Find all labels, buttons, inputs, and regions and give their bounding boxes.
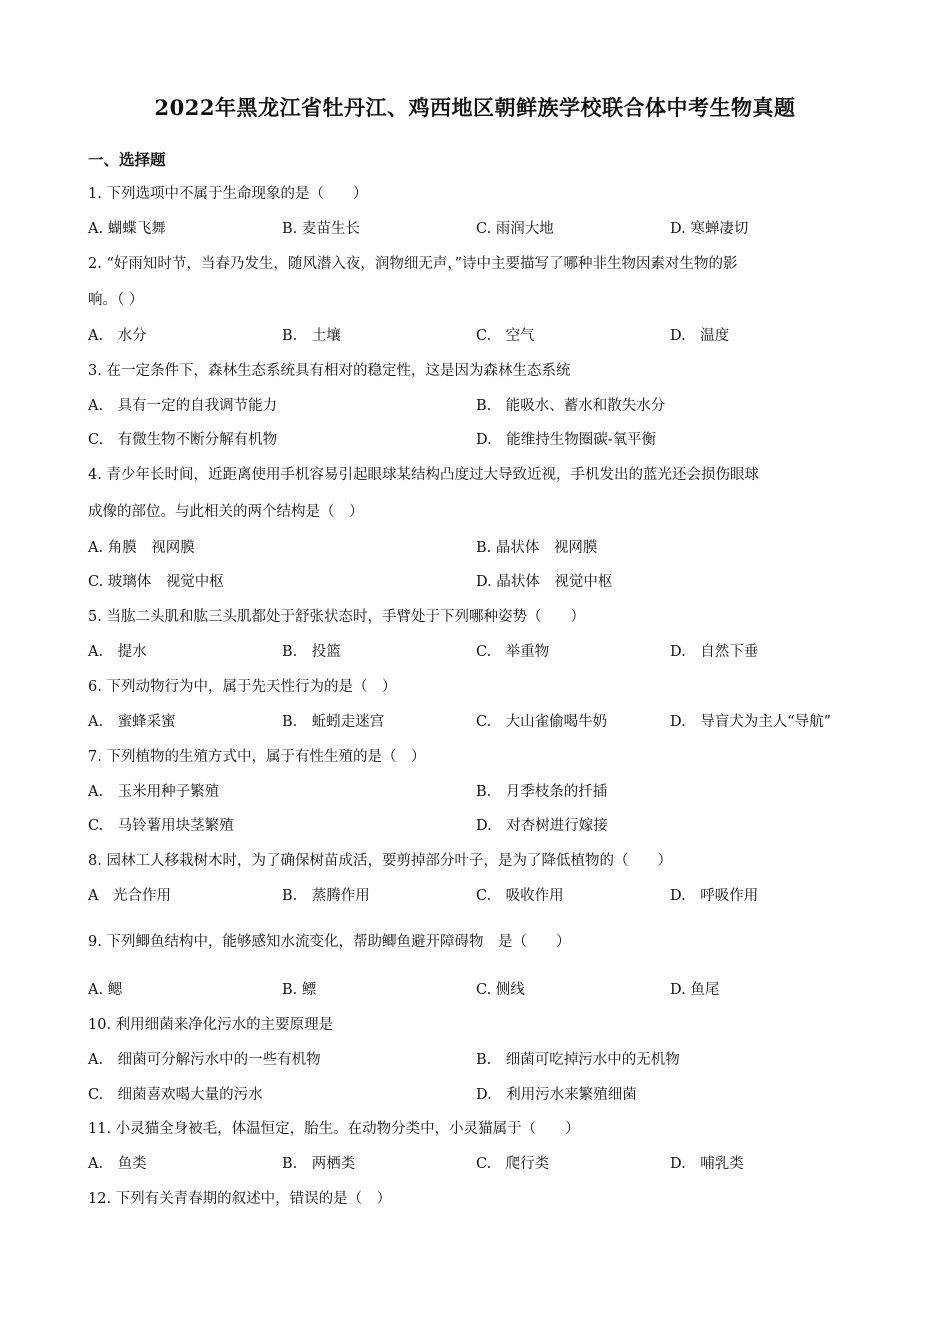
- question-4-option-d: D. 晶状体 视觉中枢: [476, 574, 613, 590]
- question-9-option-a: A. 鳃: [88, 982, 123, 998]
- question-7-option-a: A. 玉米用种子繁殖: [88, 784, 220, 800]
- question-3-option-a: A. 具有一定的自我调节能力: [88, 398, 278, 414]
- question-1-stem: 1. 下列选项中不属于生命现象的是（ ）: [88, 186, 368, 202]
- question-3-stem: 3. 在一定条件下，森林生态系统具有相对的稳定性，这是因为森林生态系统: [88, 363, 571, 379]
- question-5-option-c: C. 举重物: [476, 644, 550, 660]
- question-2-option-a: A. 水分: [88, 328, 147, 344]
- question-7-option-b: B. 月季枝条的扦插: [476, 784, 608, 800]
- question-7-option-c: C. 马铃薯用块茎繁殖: [88, 818, 234, 834]
- question-10-option-c: C. 细菌喜欢喝大量的污水: [88, 1087, 263, 1103]
- question-12-stem: 12. 下列有关青春期的叙述中，错误的是（ ）: [88, 1191, 392, 1207]
- section-title: 一、选择题: [88, 150, 166, 169]
- question-1-option-c: C. 雨润大地: [476, 221, 554, 237]
- question-6-option-b: B. 蚯蚓走迷宫: [282, 714, 385, 730]
- question-2-option-b: B. 土壤: [282, 328, 341, 344]
- question-6-option-c: C. 大山雀偷喝牛奶: [476, 714, 608, 730]
- question-5-stem: 5. 当肱二头肌和肱三头肌都处于舒张状态时，手臂处于下列哪种姿势（ ）: [88, 609, 585, 625]
- question-1-option-d: D. 寒蝉凄切: [670, 221, 749, 237]
- question-2-stem: 2. “好雨知时节，当春乃发生，随风潜入夜，润物细无声，”诗中主要描写了哪种非生物因素对生物的影: [88, 256, 738, 272]
- question-9-option-b: B. 鳔: [282, 982, 317, 998]
- question-3-option-d: D. 能维持生物圈碳-氧平衡: [476, 432, 657, 448]
- question-11-option-c: C. 爬行类: [476, 1156, 550, 1172]
- question-8-option-d: D. 呼吸作用: [670, 888, 759, 904]
- page-title: 2022年黑龙江省牡丹江、鸡西地区朝鲜族学校联合体中考生物真题: [154, 95, 796, 120]
- question-10-option-d: D. 利用污水来繁殖细菌: [476, 1087, 637, 1103]
- question-1-option-b: B. 麦苗生长: [282, 221, 360, 237]
- question-10-option-a: A. 细菌可分解污水中的一些有机物: [88, 1052, 321, 1068]
- question-3-option-b: B. 能吸水、蓄水和散失水分: [476, 398, 666, 414]
- question-6-stem: 6. 下列动物行为中，属于先天性行为的是（ ）: [88, 679, 397, 695]
- question-11-stem: 11. 小灵猫全身被毛，体温恒定，胎生。在动物分类中，小灵猫属于（ ）: [88, 1121, 580, 1137]
- question-2-stem-cont: 响。（ ）: [88, 292, 144, 308]
- question-9-option-c: C. 侧线: [476, 982, 525, 998]
- question-9-stem: 9. 下列鲫鱼结构中，能够感知水流变化，帮助鲫鱼避开障碍物 是（ ）: [88, 934, 571, 950]
- question-7-stem: 7. 下列植物的生殖方式中，属于有性生殖的是（ ）: [88, 749, 426, 765]
- question-4-stem: 4. 青少年长时间，近距离使用手机容易引起眼球某结构凸度过大导致近视，手机发出的蓝光还会损伤眼球: [88, 467, 759, 483]
- question-6-option-a: A. 蜜蜂采蜜: [88, 714, 176, 730]
- question-8-option-a: A 光合作用: [88, 888, 171, 904]
- question-2-option-c: C. 空气: [476, 328, 535, 344]
- question-4-option-c: C. 玻璃体 视觉中枢: [88, 574, 224, 590]
- question-6-option-d: D. 导盲犬为主人“导航”: [670, 714, 832, 730]
- question-4-option-a: A. 角膜 视网膜: [88, 540, 195, 556]
- question-1-option-a: A. 蝴蝶飞舞: [88, 221, 166, 237]
- question-11-option-a: A. 鱼类: [88, 1156, 147, 1172]
- question-8-option-c: C. 吸收作用: [476, 888, 564, 904]
- question-5-option-d: D. 自然下垂: [670, 644, 759, 660]
- question-3-option-c: C. 有微生物不断分解有机物: [88, 432, 278, 448]
- question-5-option-a: A. 提水: [88, 644, 147, 660]
- question-8-stem: 8. 园林工人移栽树木时，为了确保树苗成活，要剪掉部分叶子，是为了降低植物的（ ）: [88, 853, 672, 869]
- question-8-option-b: B. 蒸腾作用: [282, 888, 370, 904]
- question-10-option-b: B. 细菌可吃掉污水中的无机物: [476, 1052, 680, 1068]
- question-2-option-d: D. 温度: [670, 328, 730, 344]
- question-5-option-b: B. 投篮: [282, 644, 341, 660]
- question-7-option-d: D. 对杏树进行嫁接: [476, 818, 608, 834]
- question-9-option-d: D. 鱼尾: [670, 982, 720, 998]
- question-4-stem-cont: 成像的部位。与此相关的两个结构是（ ）: [88, 504, 364, 520]
- question-11-option-b: B. 两栖类: [282, 1156, 356, 1172]
- question-4-option-b: B. 晶状体 视网膜: [476, 540, 598, 556]
- question-10-stem: 10. 利用细菌来净化污水的主要原理是: [88, 1017, 334, 1033]
- question-11-option-d: D. 哺乳类: [670, 1156, 744, 1172]
